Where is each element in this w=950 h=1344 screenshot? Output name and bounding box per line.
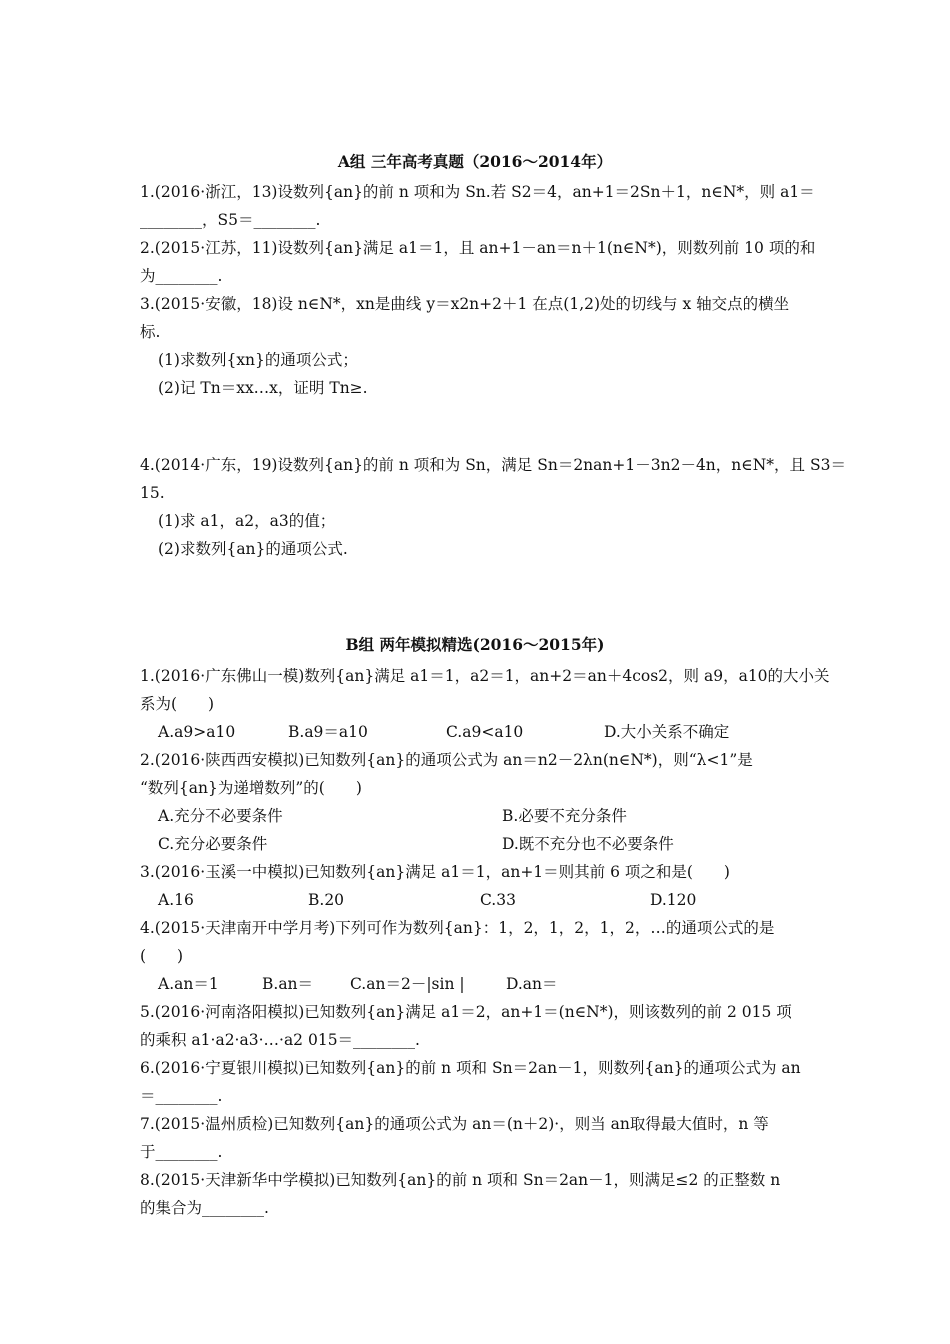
option-a: A.充分不必要条件 [158, 807, 283, 825]
a-q3-part2: (2)记 Tn＝xx…x，证明 Tn≥. [158, 379, 368, 397]
section-b-title: B组 两年模拟精选(2016～2015年) [345, 635, 605, 654]
option-b: B.必要不充分条件 [502, 807, 627, 825]
b-q6-line1: 6.(2016·宁夏银川模拟)已知数列{an}的前 n 项和 Sn＝2an－1，则数列{an}的通项公式为 an [140, 1059, 801, 1077]
option-d: D.120 [650, 891, 697, 909]
b-q1-line2: 系为( ) [140, 695, 215, 713]
b-q1-line1: 1.(2016·广东佛山一模)数列{an}满足 a1＝1，a2＝1，an+2＝an＋4cos2，则 a9，a10的大小关 [140, 667, 830, 685]
a-q1-line2: ________，S5＝________. [140, 211, 321, 229]
option-d: D.大小关系不确定 [604, 723, 730, 741]
option-a: A.an＝1 [158, 975, 219, 993]
a-q3-part1: (1)求数列{xn}的通项公式； [158, 351, 358, 369]
b-q7-line1: 7.(2015·温州质检)已知数列{an}的通项公式为 an＝(n＋2)·，则当 an取得最大值时，n 等 [140, 1115, 769, 1133]
b-q5-line1: 5.(2016·河南洛阳模拟)已知数列{an}满足 a1＝2，an+1＝(n∈N*)，则该数列的前 2 015 项 [140, 1003, 792, 1021]
option-c: C.a9<a10 [446, 723, 524, 741]
a-q4-part1: (1)求 a1，a2，a3的值； [158, 512, 336, 530]
b-q2-line1: 2.(2016·陕西西安模拟)已知数列{an}的通项公式为 an＝n2－2λn(n∈N*)，则“λ<1”是 [140, 751, 753, 769]
a-q2-line1: 2.(2015·江苏，11)设数列{an}满足 a1＝1，且 an+1－an＝n＋1(n∈N*)，则数列前 10 项的和 [140, 239, 816, 257]
b-q6-line2: ＝________. [140, 1087, 223, 1105]
option-c: C.33 [480, 891, 516, 909]
option-a: A.a9>a10 [158, 723, 236, 741]
a-q3-line2: 标. [140, 323, 161, 341]
option-b: B.a9＝a10 [288, 723, 368, 741]
a-q1-line1: 1.(2016·浙江，13)设数列{an}的前 n 项和为 Sn.若 S2＝4，an+1＝2Sn＋1，n∈N*，则 a1＝ [140, 183, 815, 201]
a-q3-line1: 3.(2015·安徽，18)设 n∈N*，xn是曲线 y＝x2n+2＋1 在点(1,2)处的切线与 x 轴交点的横坐 [140, 295, 790, 313]
a-q4-line2: 15. [140, 484, 165, 502]
option-b: B.an＝ [262, 975, 314, 993]
option-a: A.16 [158, 891, 194, 909]
b-q8-line1: 8.(2015·天津新华中学模拟)已知数列{an}的前 n 项和 Sn＝2an－1，则满足≤2 的正整数 n [140, 1171, 781, 1189]
option-c: C.充分必要条件 [158, 835, 268, 853]
option-d: D.an＝ [506, 975, 558, 993]
option-c: C.an＝2－|sin | [350, 975, 465, 993]
b-q8-line2: 的集合为________. [140, 1199, 269, 1217]
b-q7-line2: 于________. [140, 1143, 223, 1161]
b-q4-line1: 4.(2015·天津南开中学月考)下列可作为数列{an}：1，2，1，2，1，2，…的通项公式的是 [140, 919, 775, 937]
a-q4-part2: (2)求数列{an}的通项公式. [158, 540, 348, 558]
b-q5-line2: 的乘积 a1·a2·a3·…·a2 015＝________. [140, 1031, 420, 1049]
a-q4-line1: 4.(2014·广东，19)设数列{an}的前 n 项和为 Sn，满足 Sn＝2nan+1－3n2－4n，n∈N*，且 S3＝ [140, 456, 846, 474]
b-q3-line1: 3.(2016·玉溪一中模拟)已知数列{an}满足 a1＝1，an+1＝则其前 6 项之和是( ) [140, 863, 730, 881]
a-q2-line2: 为________. [140, 267, 223, 285]
option-d: D.既不充分也不必要条件 [502, 835, 674, 853]
section-a-title: A组 三年高考真题（2016～2014年） [337, 152, 613, 171]
option-b: B.20 [308, 891, 345, 909]
b-q4-line2: ( ) [140, 947, 184, 965]
b-q2-line2: “数列{an}为递增数列”的( ) [140, 779, 362, 797]
